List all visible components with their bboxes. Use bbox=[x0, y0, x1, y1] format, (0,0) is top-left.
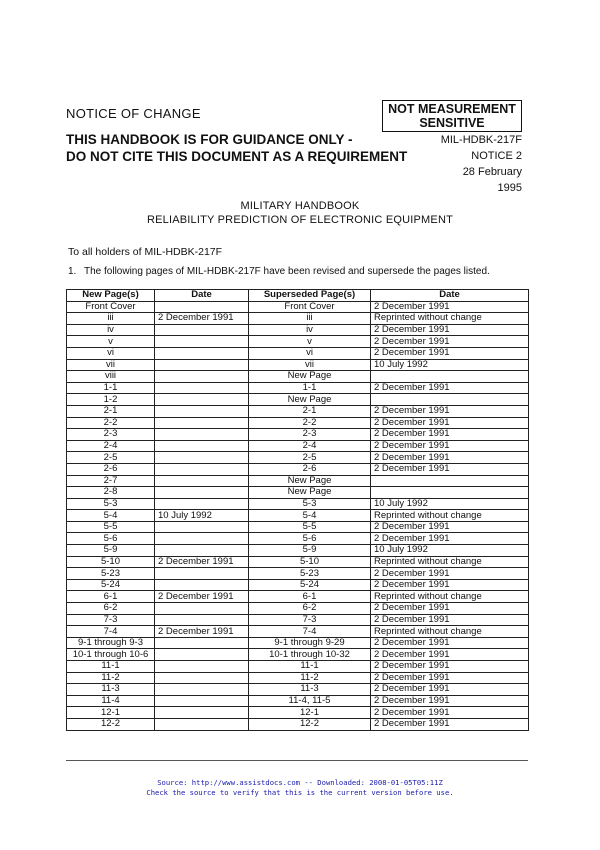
table-row bbox=[67, 707, 529, 719]
superseded-page-cell: 5-3 bbox=[249, 498, 371, 510]
table-row bbox=[67, 614, 529, 626]
superseded-page-cell: vi bbox=[249, 347, 371, 359]
table-row bbox=[67, 324, 529, 336]
superseded-page-cell: New Page bbox=[249, 371, 371, 383]
table-row bbox=[67, 394, 529, 406]
table-row bbox=[67, 487, 529, 499]
new-page-cell: iii bbox=[67, 313, 155, 325]
new-date-cell bbox=[155, 487, 249, 499]
table-row bbox=[67, 301, 529, 313]
superseded-page-cell: 5-6 bbox=[249, 533, 371, 545]
new-date-cell bbox=[155, 336, 249, 348]
superseded-date-cell: 2 December 1991 bbox=[371, 579, 529, 591]
superseded-page-cell: 2-6 bbox=[249, 463, 371, 475]
superseded-date-cell bbox=[371, 475, 529, 487]
superseded-page-cell: v bbox=[249, 336, 371, 348]
holders-line: To all holders of MIL-HDBK-217F bbox=[68, 246, 223, 258]
table-row bbox=[67, 371, 529, 383]
table-row bbox=[67, 649, 529, 661]
document-id: MIL-HDBK-217F bbox=[440, 134, 522, 146]
superseded-page-cell: New Page bbox=[249, 475, 371, 487]
superseded-page-cell: 5-24 bbox=[249, 579, 371, 591]
superseded-page-cell: New Page bbox=[249, 394, 371, 406]
superseded-date-cell: 2 December 1991 bbox=[371, 463, 529, 475]
table-row bbox=[67, 510, 529, 522]
instruction-paragraph bbox=[68, 266, 490, 277]
superseded-page-cell: Front Cover bbox=[249, 301, 371, 313]
table-row bbox=[67, 626, 529, 638]
superseded-page-cell: 5-4 bbox=[249, 510, 371, 522]
superseded-date-cell: 2 December 1991 bbox=[371, 382, 529, 394]
superseded-page-cell: 1-1 bbox=[249, 382, 371, 394]
new-date-cell bbox=[155, 463, 249, 475]
superseded-date-cell: 2 December 1991 bbox=[371, 614, 529, 626]
superseded-date-cell: 2 December 1991 bbox=[371, 301, 529, 313]
superseded-page-cell: 9-1 through 9-29 bbox=[249, 637, 371, 649]
new-date-cell bbox=[155, 452, 249, 464]
new-date-cell bbox=[155, 614, 249, 626]
table-row bbox=[67, 359, 529, 371]
new-page-cell: iv bbox=[67, 324, 155, 336]
new-date-cell: 2 December 1991 bbox=[155, 556, 249, 568]
superseded-date-cell: Reprinted without change bbox=[371, 313, 529, 325]
new-page-cell: 11-1 bbox=[67, 661, 155, 673]
notice-number: NOTICE 2 bbox=[471, 150, 522, 162]
new-date-cell bbox=[155, 359, 249, 371]
new-page-cell: 5-23 bbox=[67, 568, 155, 580]
new-page-cell: 1-1 bbox=[67, 382, 155, 394]
new-page-cell: 2-7 bbox=[67, 475, 155, 487]
superseded-date-cell: 2 December 1991 bbox=[371, 603, 529, 615]
source-line-2: Check the source to verify that this is the current version before use. bbox=[146, 788, 454, 797]
table-row bbox=[67, 521, 529, 533]
new-page-cell: vi bbox=[67, 347, 155, 359]
superseded-page-cell: 11-1 bbox=[249, 661, 371, 673]
table-header-row bbox=[67, 290, 529, 302]
new-page-cell: Front Cover bbox=[67, 301, 155, 313]
header-superseded-date: Date bbox=[371, 290, 529, 302]
table-row bbox=[67, 579, 529, 591]
table-row bbox=[67, 545, 529, 557]
new-page-cell: 7-4 bbox=[67, 626, 155, 638]
new-page-cell: 10-1 through 10-6 bbox=[67, 649, 155, 661]
superseded-date-cell: 2 December 1991 bbox=[371, 429, 529, 441]
superseded-page-cell: 6-2 bbox=[249, 603, 371, 615]
new-page-cell: 11-3 bbox=[67, 684, 155, 696]
new-date-cell bbox=[155, 405, 249, 417]
superseded-date-cell: 10 July 1992 bbox=[371, 545, 529, 557]
superseded-date-cell: 2 December 1991 bbox=[371, 672, 529, 684]
new-page-cell: 5-3 bbox=[67, 498, 155, 510]
table-row bbox=[67, 718, 529, 730]
new-date-cell bbox=[155, 718, 249, 730]
new-date-cell bbox=[155, 695, 249, 707]
new-date-cell bbox=[155, 603, 249, 615]
superseded-date-cell: 2 December 1991 bbox=[371, 347, 529, 359]
superseded-page-cell: 12-1 bbox=[249, 707, 371, 719]
superseded-date-cell: 2 December 1991 bbox=[371, 649, 529, 661]
table-row bbox=[67, 440, 529, 452]
title-line-2: RELIABILITY PREDICTION OF ELECTRONIC EQUIPMENT bbox=[146, 214, 454, 226]
table-row bbox=[67, 684, 529, 696]
superseded-date-cell: 2 December 1991 bbox=[371, 405, 529, 417]
new-date-cell bbox=[155, 579, 249, 591]
page-revision-table bbox=[66, 289, 529, 731]
header-new-pages: New Page(s) bbox=[67, 290, 155, 302]
new-date-cell bbox=[155, 382, 249, 394]
superseded-page-cell: 5-10 bbox=[249, 556, 371, 568]
new-page-cell: vii bbox=[67, 359, 155, 371]
table-row bbox=[67, 533, 529, 545]
superseded-page-cell: 2-5 bbox=[249, 452, 371, 464]
new-date-cell: 2 December 1991 bbox=[155, 626, 249, 638]
superseded-page-cell: 7-3 bbox=[249, 614, 371, 626]
guidance-line-1: THIS HANDBOOK IS FOR GUIDANCE ONLY - bbox=[66, 132, 353, 147]
superseded-page-cell: 7-4 bbox=[249, 626, 371, 638]
new-page-cell: 5-10 bbox=[67, 556, 155, 568]
new-page-cell: 2-6 bbox=[67, 463, 155, 475]
new-page-cell: 7-3 bbox=[67, 614, 155, 626]
new-page-cell: 5-9 bbox=[67, 545, 155, 557]
new-page-cell: 2-8 bbox=[67, 487, 155, 499]
table-row bbox=[67, 429, 529, 441]
superseded-page-cell: iii bbox=[249, 313, 371, 325]
new-page-cell: 5-4 bbox=[67, 510, 155, 522]
superseded-date-cell: 2 December 1991 bbox=[371, 684, 529, 696]
superseded-page-cell: iv bbox=[249, 324, 371, 336]
new-date-cell bbox=[155, 324, 249, 336]
new-page-cell: 11-2 bbox=[67, 672, 155, 684]
new-page-cell: viii bbox=[67, 371, 155, 383]
nms-line-1: NOT MEASUREMENT bbox=[388, 102, 516, 116]
footer-divider bbox=[66, 760, 528, 761]
table-row bbox=[67, 336, 529, 348]
superseded-date-cell: 2 December 1991 bbox=[371, 440, 529, 452]
table-row bbox=[67, 695, 529, 707]
guidance-line-2: DO NOT CITE THIS DOCUMENT AS A REQUIREMENT bbox=[66, 149, 408, 164]
notice-of-change-label: NOTICE OF CHANGE bbox=[66, 106, 201, 121]
paragraph-text: The following pages of MIL-HDBK-217F have been revised and supersede the pages listed. bbox=[84, 266, 490, 277]
table-row bbox=[67, 661, 529, 673]
new-date-cell bbox=[155, 301, 249, 313]
new-date-cell bbox=[155, 568, 249, 580]
superseded-page-cell: 12-2 bbox=[249, 718, 371, 730]
superseded-date-cell: 2 December 1991 bbox=[371, 533, 529, 545]
new-date-cell bbox=[155, 417, 249, 429]
new-page-cell: 6-2 bbox=[67, 603, 155, 615]
superseded-date-cell: 2 December 1991 bbox=[371, 417, 529, 429]
superseded-page-cell: vii bbox=[249, 359, 371, 371]
superseded-date-cell: 2 December 1991 bbox=[371, 695, 529, 707]
title-line-1: MILITARY HANDBOOK bbox=[240, 200, 360, 212]
superseded-date-cell: 2 December 1991 bbox=[371, 637, 529, 649]
new-page-cell: 6-1 bbox=[67, 591, 155, 603]
source-line-1: Source: http://www.assistdocs.com -- Downloaded: 2008-01-05T05:11Z bbox=[157, 778, 443, 787]
new-date-cell bbox=[155, 440, 249, 452]
new-date-cell bbox=[155, 545, 249, 557]
table-row bbox=[67, 568, 529, 580]
header-superseded-pages: Superseded Page(s) bbox=[249, 290, 371, 302]
new-page-cell: 2-3 bbox=[67, 429, 155, 441]
superseded-page-cell: 6-1 bbox=[249, 591, 371, 603]
table-row bbox=[67, 498, 529, 510]
superseded-page-cell: 5-5 bbox=[249, 521, 371, 533]
superseded-date-cell: 10 July 1992 bbox=[371, 498, 529, 510]
source-footer bbox=[0, 778, 600, 798]
superseded-date-cell bbox=[371, 487, 529, 499]
table-row bbox=[67, 637, 529, 649]
guidance-statement bbox=[66, 131, 407, 165]
superseded-page-cell: 10-1 through 10-32 bbox=[249, 649, 371, 661]
new-page-cell: 12-2 bbox=[67, 718, 155, 730]
superseded-date-cell: Reprinted without change bbox=[371, 626, 529, 638]
superseded-date-cell: 10 July 1992 bbox=[371, 359, 529, 371]
new-page-cell: 5-24 bbox=[67, 579, 155, 591]
nms-line-2: SENSITIVE bbox=[419, 116, 485, 130]
superseded-page-cell: 11-3 bbox=[249, 684, 371, 696]
new-page-cell: 2-4 bbox=[67, 440, 155, 452]
table-body bbox=[67, 301, 529, 730]
new-date-cell bbox=[155, 707, 249, 719]
new-date-cell: 2 December 1991 bbox=[155, 591, 249, 603]
table-row bbox=[67, 347, 529, 359]
new-date-cell bbox=[155, 661, 249, 673]
superseded-date-cell: 2 December 1991 bbox=[371, 661, 529, 673]
header-new-date: Date bbox=[155, 290, 249, 302]
superseded-page-cell: 5-9 bbox=[249, 545, 371, 557]
superseded-date-cell: 2 December 1991 bbox=[371, 324, 529, 336]
superseded-page-cell: 5-23 bbox=[249, 568, 371, 580]
new-date-cell bbox=[155, 521, 249, 533]
superseded-date-cell: 2 December 1991 bbox=[371, 452, 529, 464]
paragraph-number: 1. bbox=[68, 266, 77, 277]
new-page-cell: 1-2 bbox=[67, 394, 155, 406]
table-row bbox=[67, 405, 529, 417]
superseded-date-cell: 2 December 1991 bbox=[371, 707, 529, 719]
document-identifier-block bbox=[440, 132, 522, 196]
new-date-cell bbox=[155, 672, 249, 684]
notice-date: 28 February 1995 bbox=[462, 166, 522, 194]
superseded-date-cell: Reprinted without change bbox=[371, 591, 529, 603]
superseded-date-cell bbox=[371, 371, 529, 383]
table-row bbox=[67, 417, 529, 429]
table-row bbox=[67, 591, 529, 603]
superseded-date-cell: Reprinted without change bbox=[371, 556, 529, 568]
superseded-date-cell: Reprinted without change bbox=[371, 510, 529, 522]
superseded-page-cell: New Page bbox=[249, 487, 371, 499]
new-page-cell: v bbox=[67, 336, 155, 348]
new-page-cell: 2-5 bbox=[67, 452, 155, 464]
new-page-cell: 11-4 bbox=[67, 695, 155, 707]
new-date-cell: 10 July 1992 bbox=[155, 510, 249, 522]
new-date-cell bbox=[155, 394, 249, 406]
table-row bbox=[67, 452, 529, 464]
superseded-page-cell: 2-1 bbox=[249, 405, 371, 417]
new-page-cell: 2-2 bbox=[67, 417, 155, 429]
table-row bbox=[67, 672, 529, 684]
superseded-page-cell: 2-3 bbox=[249, 429, 371, 441]
new-page-cell: 12-1 bbox=[67, 707, 155, 719]
new-date-cell bbox=[155, 371, 249, 383]
superseded-page-cell: 11-4, 11-5 bbox=[249, 695, 371, 707]
new-date-cell bbox=[155, 533, 249, 545]
new-date-cell bbox=[155, 498, 249, 510]
handbook-title bbox=[0, 199, 600, 227]
superseded-date-cell bbox=[371, 394, 529, 406]
superseded-page-cell: 2-4 bbox=[249, 440, 371, 452]
superseded-page-cell: 2-2 bbox=[249, 417, 371, 429]
new-page-cell: 2-1 bbox=[67, 405, 155, 417]
superseded-date-cell: 2 December 1991 bbox=[371, 521, 529, 533]
superseded-date-cell: 2 December 1991 bbox=[371, 336, 529, 348]
new-date-cell: 2 December 1991 bbox=[155, 313, 249, 325]
table-row bbox=[67, 313, 529, 325]
new-date-cell bbox=[155, 347, 249, 359]
new-page-cell: 5-6 bbox=[67, 533, 155, 545]
superseded-page-cell: 11-2 bbox=[249, 672, 371, 684]
superseded-date-cell: 2 December 1991 bbox=[371, 568, 529, 580]
table-row bbox=[67, 475, 529, 487]
new-date-cell bbox=[155, 429, 249, 441]
new-date-cell bbox=[155, 649, 249, 661]
new-page-cell: 5-5 bbox=[67, 521, 155, 533]
not-measurement-sensitive-box bbox=[382, 100, 522, 132]
new-date-cell bbox=[155, 475, 249, 487]
new-date-cell bbox=[155, 637, 249, 649]
table-row bbox=[67, 603, 529, 615]
new-page-cell: 9-1 through 9-3 bbox=[67, 637, 155, 649]
table-row bbox=[67, 463, 529, 475]
table-row bbox=[67, 382, 529, 394]
new-date-cell bbox=[155, 684, 249, 696]
superseded-date-cell: 2 December 1991 bbox=[371, 718, 529, 730]
table-row bbox=[67, 556, 529, 568]
